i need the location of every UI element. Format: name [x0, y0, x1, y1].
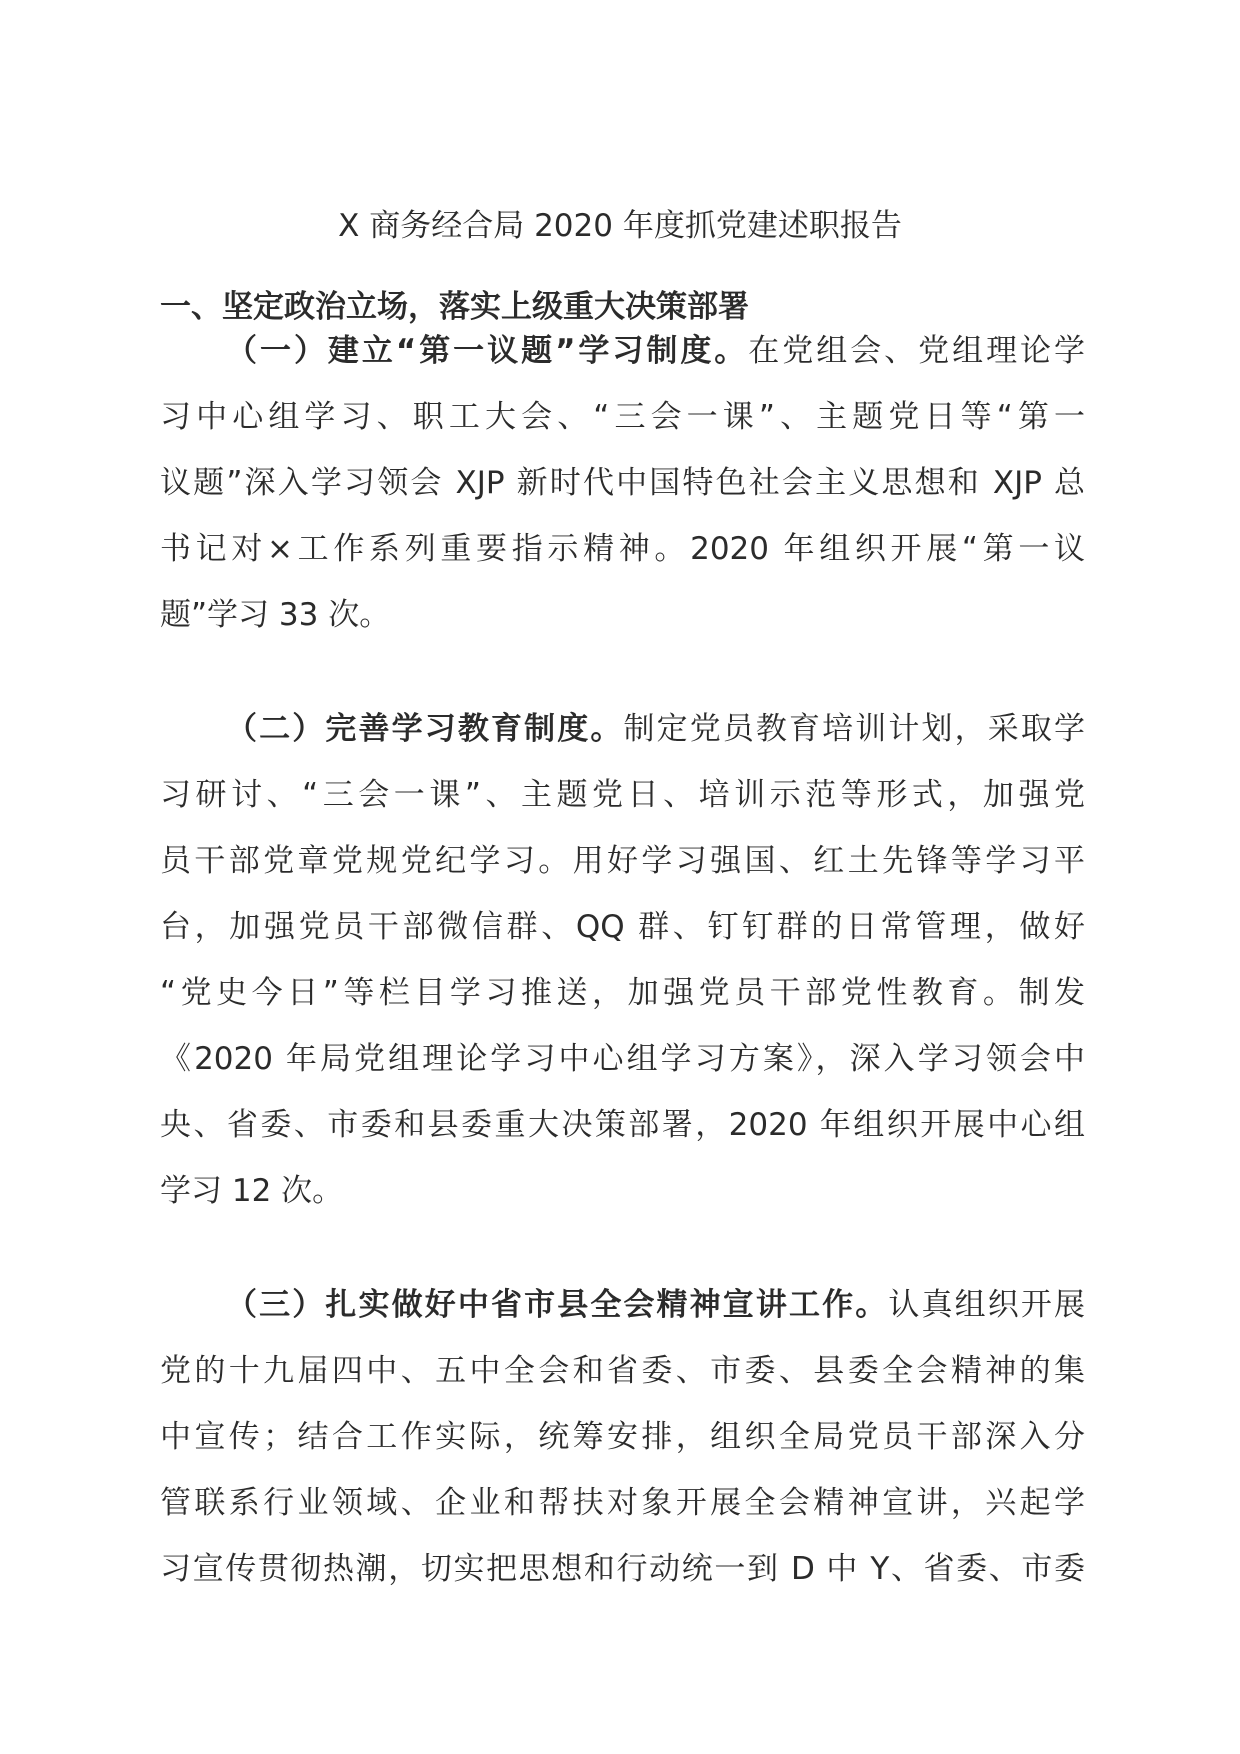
paragraph-line: 书记对×工作系列重要指示精神。2020 年组织开展“第一议: [160, 531, 1085, 567]
paragraph-line: 习宣传贯彻热潮，切实把思想和行动统一到 D 中 Y、省委、市委: [160, 1551, 1085, 1587]
paragraph-line: 习研讨、“三会一课”、主题党日、培训示范等形式，加强党: [160, 777, 1085, 813]
paragraph-line: 中宣传；结合工作实际，统筹安排，组织全局党员干部深入分: [160, 1419, 1085, 1455]
paragraph-line: 议题”深入学习领会 XJP 新时代中国特色社会主义思想和 XJP 总: [160, 465, 1085, 501]
document-title: X 商务经合局 2020 年度抓党建述职报告: [338, 208, 902, 244]
paragraph-line: [160, 318, 1085, 384]
paragraph-text: 制定党员教育培训计划，采取学: [623, 711, 1086, 747]
paragraph-3: [160, 1272, 1085, 1602]
paragraph-line: 央、省委、市委和县委重大决策部署，2020 年组织开展中心组: [160, 1107, 1085, 1143]
paragraph-lead: （二）完善学习教育制度。: [226, 711, 624, 747]
paragraph-text: 认真组织开展: [888, 1287, 1086, 1323]
paragraph-line: 台，加强党员干部微信群、QQ 群、钉钉群的日常管理，做好: [160, 909, 1085, 945]
paragraph-line: [160, 696, 1085, 762]
paragraph-1: [160, 318, 1085, 648]
section-heading-1: 一、坚定政治立场，落实上级重大决策部署: [160, 289, 749, 325]
paragraph-lead: （三）扎实做好中省市县全会精神宣讲工作。: [226, 1287, 889, 1323]
paragraph-line: 党的十九届四中、五中全会和省委、市委、县委全会精神的集: [160, 1353, 1085, 1389]
paragraph-2: [160, 696, 1085, 1224]
paragraph-text: 在党组会、党组理论学: [748, 333, 1086, 369]
paragraph-line: 学习 12 次。: [160, 1173, 344, 1209]
paragraph-line: 习中心组学习、职工大会、“三会一课”、主题党日等“第一: [160, 399, 1085, 435]
paragraph-lead: （一）建立“第一议题”学习制度。: [226, 333, 749, 369]
paragraph-line: 管联系行业领域、企业和帮扶对象开展全会精神宣讲，兴起学: [160, 1485, 1085, 1521]
paragraph-line: [160, 1272, 1085, 1338]
paragraph-line: 题”学习 33 次。: [160, 597, 391, 633]
paragraph-line: 员干部党章党规党纪学习。用好学习强国、红土先锋等学习平: [160, 843, 1085, 879]
paragraph-line: “党史今日”等栏目学习推送，加强党员干部党性教育。制发: [160, 975, 1085, 1011]
paragraph-line: 《2020 年局党组理论学习中心组学习方案》，深入学习领会中: [160, 1041, 1085, 1077]
